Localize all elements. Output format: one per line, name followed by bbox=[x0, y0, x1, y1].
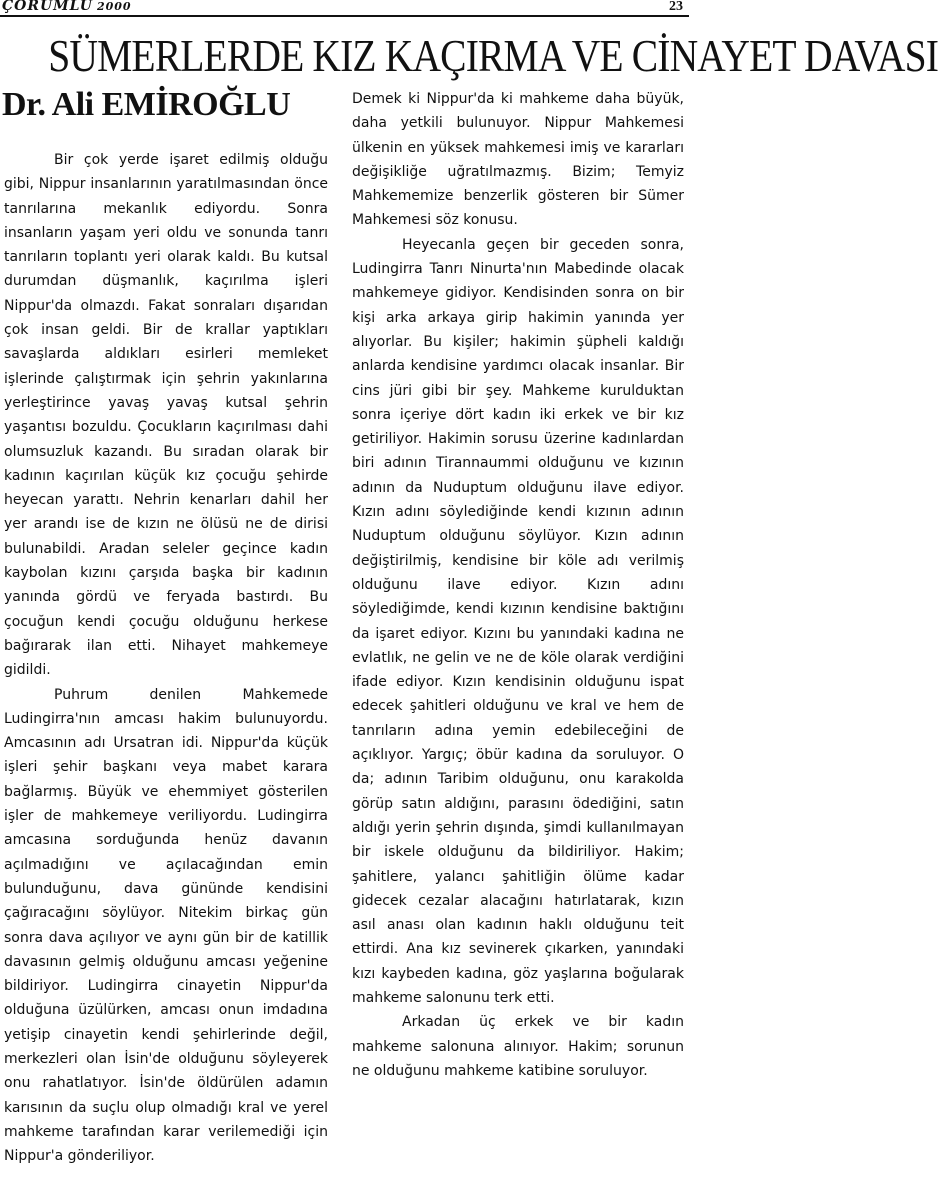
header-rule bbox=[0, 15, 689, 17]
paragraph: Arkadan üç erkek ve bir kadın mahkeme salonuna alınıyor. Hakim; sorunun ne olduğunu mahkeme katibine soruluyor. bbox=[352, 1014, 684, 1079]
page-header bbox=[0, 0, 689, 16]
paragraph: Heyecanla geçen bir geceden sonra, Ludingirra Tanrı Ninurta'nın Mabedinde olacak mahkemeye gidiyor. Kendisinden sonra on bir kişi arka arkaya girip hakimin yanında yer alıyorlar. Bu kişiler; hakimin şüpheli kaldığı anlarda kendisine yardımcı olacak insanlar. Bir cins jüri gibi bir şey. Mahkeme kurulduktan sonra içeriye dört kadın iki erkek ve bir kız getiriliyor. Hakimin sorusu üzerine kadınlardan biri adının Tirannaummi olduğunu ve kızının adının da Nuduptum olduğunu ilave ediyor. Kızın adını söylediğinde kendi kızının adının Nuduptum olduğunu söylüyor. Kızın adının değiştirilmiş, kendisine bir köle adı verilmiş olduğunu ilave ediyor. Kızın adını söylediğimde, kendi kızının kendisine baktığını da işaret ediyor. Kızını bu yanındaki kadına ne evlatlık, ne gelin ve ne de köle olarak verdiğini ifade ediyor. Kızın kendisinin olduğunu ispat edecek şahitleri olduğunu ve kral ve hem de tanrıların adına yemin edebileceğini de açıklıyor. Yargıç; öbür kadına da soruluyor. O da; adının Taribim olduğunu, onu karakolda görüp satın aldığını, parasını ödediğini, satın aldığı yerin şehrin dışında, şimdi kullanılmayan bir iskele olduğunu da bildiriliyor. Hakim; şahitlere, yalancı şahitliğin ölüme kadar gidecek cezalar alacağını hatırlatarak, kızın asıl anası olan kadının haklı olduğunu teit ettirdi. Ana kız sevinerek çıkarken, yanındaki kızı kaybeden kadına, göz yaşlarına boğularak mahkeme salonunu terk etti. bbox=[352, 236, 684, 1006]
page-number: 23 bbox=[669, 0, 683, 14]
article-author: Dr. Ali EMİROĞLU bbox=[2, 86, 291, 123]
paragraph: Demek ki Nippur'da ki mahkeme daha büyük, daha yetkili bulunuyor. Nippur Mahkemesi ülkenin en yüksek mahkemesi imiş ve kararları değişikliğe uğratılmazmış. Bizim; Temyiz Mahkememize benzerlik gösteren bir Sümer Mahkemesi söz konusu. bbox=[352, 91, 684, 229]
right-column bbox=[352, 87, 684, 1083]
left-column bbox=[4, 148, 328, 1168]
paragraph: Puhrum denilen Mahkemede Ludingirra'nın amcası hakim bulunuyordu. Amcasının adı Ursatran idi. Nippur'da küçük işleri şehir başkanı veya mabet karara bağlarmış. Büyük ve ehemmiyet gösterilen işler de mahkemeye veriliyordu. Ludingirra amcasına sorduğunda henüz davanın açılmadığını ve açılacağından emin bulunduğunu, dava gününde kendisini çağıracağını söylüyor. Nitekim birkaç gün sonra dava açılıyor ve aynı gün bir de katillik davasının gelmiş olduğunu amcası yeğenine bildiriyor. Ludingirra cinayetin Nippur'da olduğuna üzülürken, amcası onun imdadına yetişip cinayetin kendi şehirlerinde değil, merkezleri olan İsin'de olduğunu söyleyerek onu rahatlatıyor. İsin'de öldürülen adamın karısının da suçlu olup olmadığı kral ve yerel mahkeme tarafından karar verilemediği için Nippur'a gönderiliyor. bbox=[4, 686, 328, 1165]
publication-name: ÇORUMLU bbox=[2, 0, 93, 14]
paragraph: Bir çok yerde işaret edilmiş olduğu gibi, Nippur insanlarının yaratılmasından önce tanrılarına mekanlık ediyordu. Sonra insanların yaşam yeri oldu ve sonunda tanrı tanrıların toplantı yeri olarak kaldı. Bu kutsal durumdan düşmanlık, kaçırılma işleri Nippur'da olmazdı. Fakat sonraları dışarıdan çok insan geldi. Bir de krallar yaptıkları savaşlarda aldıkları esirleri memleket işlerinde çalıştırmak için şehrin yakınlarına yerleştirince yavaş yavaş kutsal şehrin yaşantısı bozuldu. Çocukların kaçırılması dahi olumsuzluk kazandı. Bu sıradan olarak bir kadının kaçırılan küçük kız çocuğu şehirde heyecan yarattı. Nehrin kenarları dahil her yer arandı ise de kızın ne ölüsü ne de dirisi bulunabildi. Aradan seleler geçince kadın kaybolan kızını çarşıda başka bir kadının yanında gördü ve feryada bastırdı. Bu çocuğun kendi çocuğu olduğunu herkese bağırarak ilan etti. Nihayet mahkemeye gidildi. bbox=[4, 152, 328, 679]
publication-year: 2000 bbox=[96, 0, 132, 13]
publication-masthead bbox=[2, 0, 132, 14]
article-title: SÜMERLERDE KIZ KAÇIRMA VE CİNAYET DAVASI bbox=[48, 30, 938, 81]
